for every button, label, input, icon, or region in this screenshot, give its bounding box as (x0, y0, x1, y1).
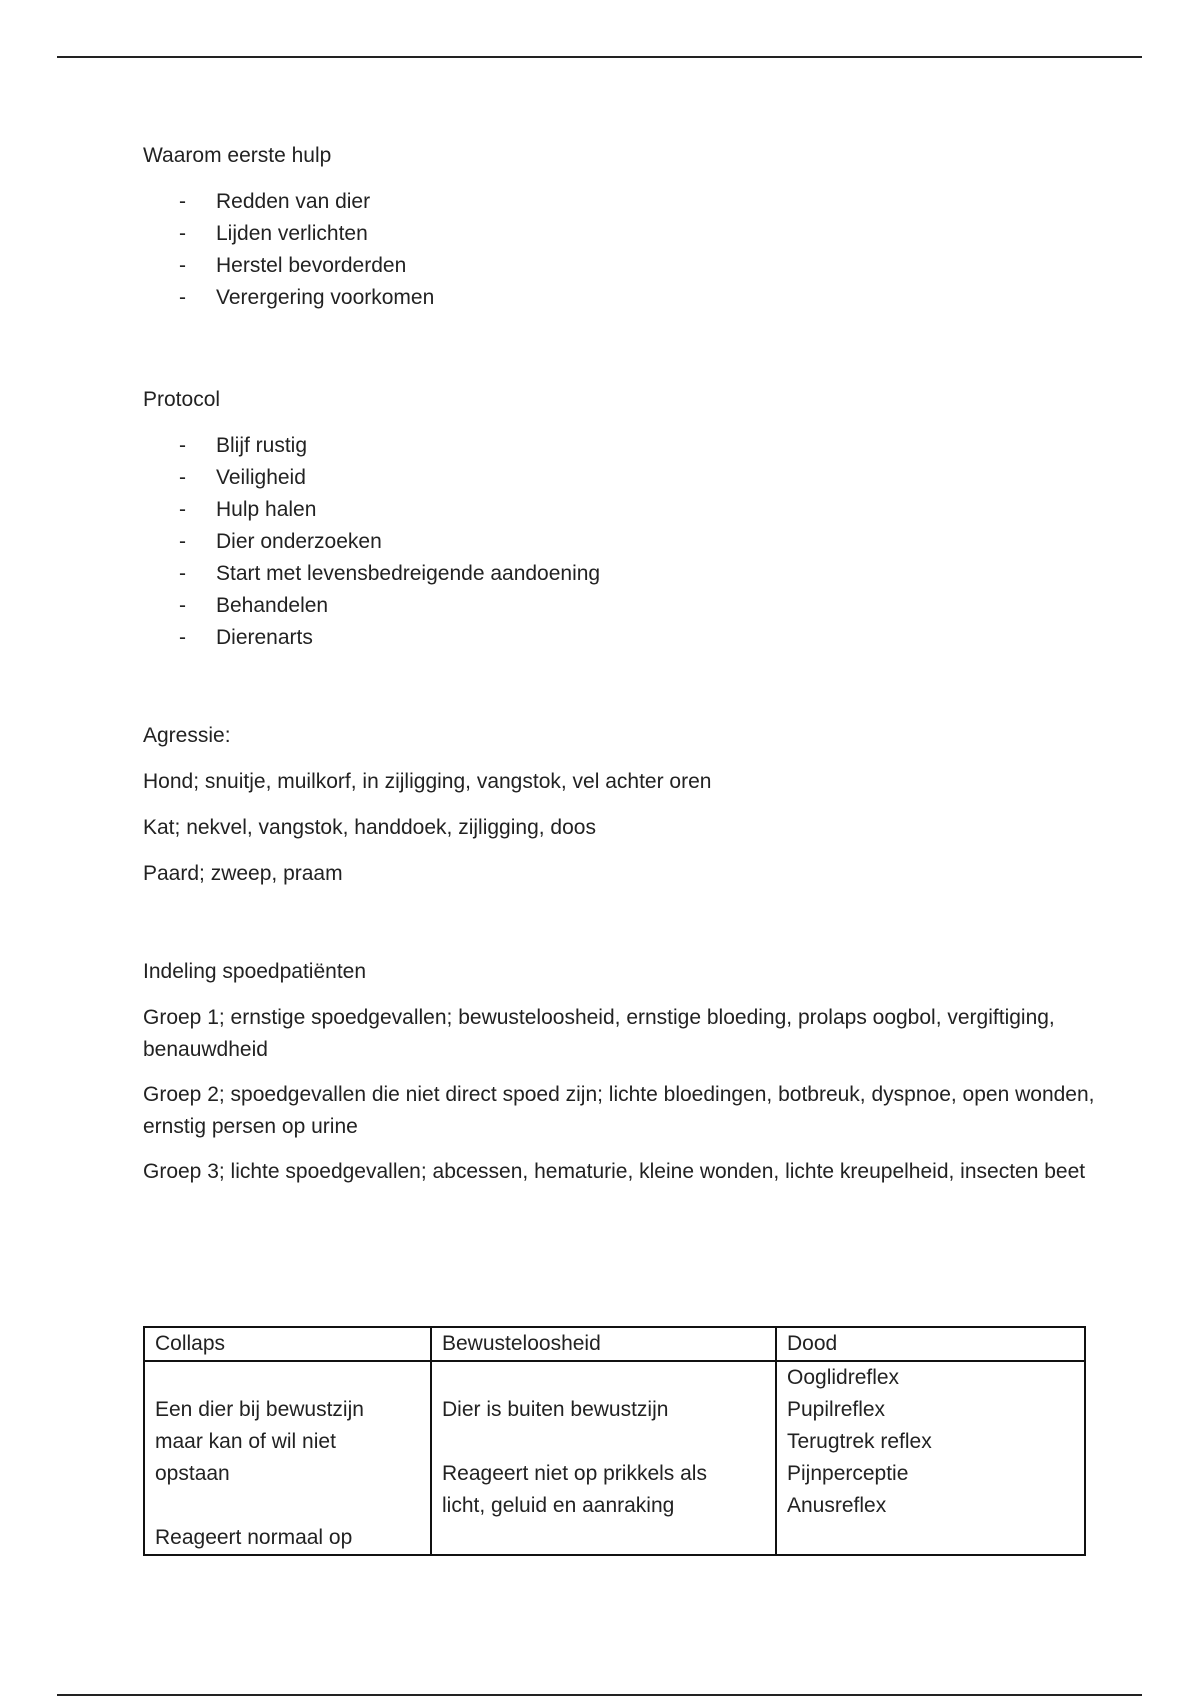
cell-dood (776, 1361, 1085, 1555)
dash-marker: - (179, 190, 186, 213)
list-item-text: Start met levensbedreigende aandoening (216, 562, 601, 585)
section-heading: Protocol (143, 388, 221, 411)
cell-bewusteloosheid (431, 1361, 776, 1555)
section-heading: Waarom eerste hulp (143, 144, 332, 167)
list-item (143, 430, 1103, 462)
bullet-list (143, 186, 1103, 314)
dash-marker: - (179, 466, 186, 489)
cell-line: Reageert niet op prikkels als (442, 1462, 707, 1485)
groep-3: Groep 3; lichte spoedgevallen; abcessen, hematurie, kleine wonden, lichte kreupelheid, insecten beet (143, 1160, 1086, 1183)
list-item (143, 218, 1103, 250)
cell-line: Pupilreflex (787, 1398, 886, 1421)
condition-table (143, 1326, 1086, 1556)
section-heading: Agressie: (143, 724, 231, 747)
list-item-text: Hulp halen (216, 498, 317, 521)
dash-marker: - (179, 222, 186, 245)
list-item (143, 494, 1103, 526)
bullet-list (143, 430, 1103, 654)
header-collaps: Collaps (144, 1327, 431, 1361)
cell-line: Ooglidreflex (787, 1366, 900, 1389)
dash-marker: - (179, 498, 186, 521)
dash-marker: - (179, 254, 186, 277)
cell-line: maar kan of wil niet (155, 1430, 336, 1453)
section-waarom-eerste-hulp (143, 140, 1103, 314)
list-item-text: Dierenarts (216, 626, 313, 649)
header-bewusteloosheid: Bewusteloosheid (431, 1327, 776, 1361)
cell-blank-line (155, 1362, 420, 1394)
cell-line: opstaan (155, 1462, 230, 1485)
section-heading: Indeling spoedpatiënten (143, 960, 367, 983)
list-item (143, 590, 1103, 622)
cell-line: Anusreflex (787, 1494, 887, 1517)
cell-line: Reageert normaal op (155, 1526, 353, 1549)
agressie-kat: Kat; nekvel, vangstok, handdoek, zijligging, doos (143, 816, 596, 839)
dash-marker: - (179, 286, 186, 309)
list-item (143, 282, 1103, 314)
dash-marker: - (179, 594, 186, 617)
cell-blank-line (442, 1426, 765, 1458)
cell-line: Terugtrek reflex (787, 1430, 932, 1453)
list-item (143, 526, 1103, 558)
list-item (143, 186, 1103, 218)
agressie-paard: Paard; zweep, praam (143, 862, 343, 885)
groep-2: Groep 2; spoedgevallen die niet direct spoed zijn; lichte bloedingen, botbreuk, dyspnoe, open wonden, ernstig persen op urine (143, 1083, 1095, 1138)
list-item-text: Verergering voorkomen (216, 286, 435, 309)
cell-line: licht, geluid en aanraking (442, 1494, 675, 1517)
cell-line: Een dier bij bewustzijn (155, 1398, 364, 1421)
list-item-text: Redden van dier (216, 190, 371, 213)
list-item-text: Herstel bevorderden (216, 254, 407, 277)
list-item-text: Blijf rustig (216, 434, 308, 457)
cell-blank-line (442, 1362, 765, 1394)
document-body (143, 140, 1103, 1254)
list-item (143, 622, 1103, 654)
section-protocol (143, 384, 1103, 654)
dash-marker: - (179, 626, 186, 649)
list-item (143, 250, 1103, 282)
list-item (143, 558, 1103, 590)
cell-blank-line (155, 1490, 420, 1522)
agressie-hond: Hond; snuitje, muilkorf, in zijligging, vangstok, vel achter oren (143, 770, 712, 793)
list-item-text: Dier onderzoeken (216, 530, 382, 553)
cell-line: Dier is buiten bewustzijn (442, 1398, 669, 1421)
header-rule (57, 56, 1142, 58)
dash-marker: - (179, 434, 186, 457)
groep-1: Groep 1; ernstige spoedgevallen; bewusteloosheid, ernstige bloeding, prolaps oogbol, vergiftiging, benauwdheid (143, 1006, 1055, 1061)
table-row (144, 1361, 1085, 1555)
footer-rule (57, 1694, 1142, 1696)
cell-line: Pijnperceptie (787, 1462, 909, 1485)
dash-marker: - (179, 562, 186, 585)
section-agressie (143, 720, 1103, 890)
table-header-row (144, 1327, 1085, 1361)
dash-marker: - (179, 530, 186, 553)
list-item-text: Lijden verlichten (216, 222, 368, 245)
list-item-text: Veiligheid (216, 466, 306, 489)
section-indeling-spoedpatienten (143, 956, 1103, 1188)
list-item-text: Behandelen (216, 594, 329, 617)
list-item (143, 462, 1103, 494)
cell-collaps (144, 1361, 431, 1555)
header-dood: Dood (776, 1327, 1085, 1361)
